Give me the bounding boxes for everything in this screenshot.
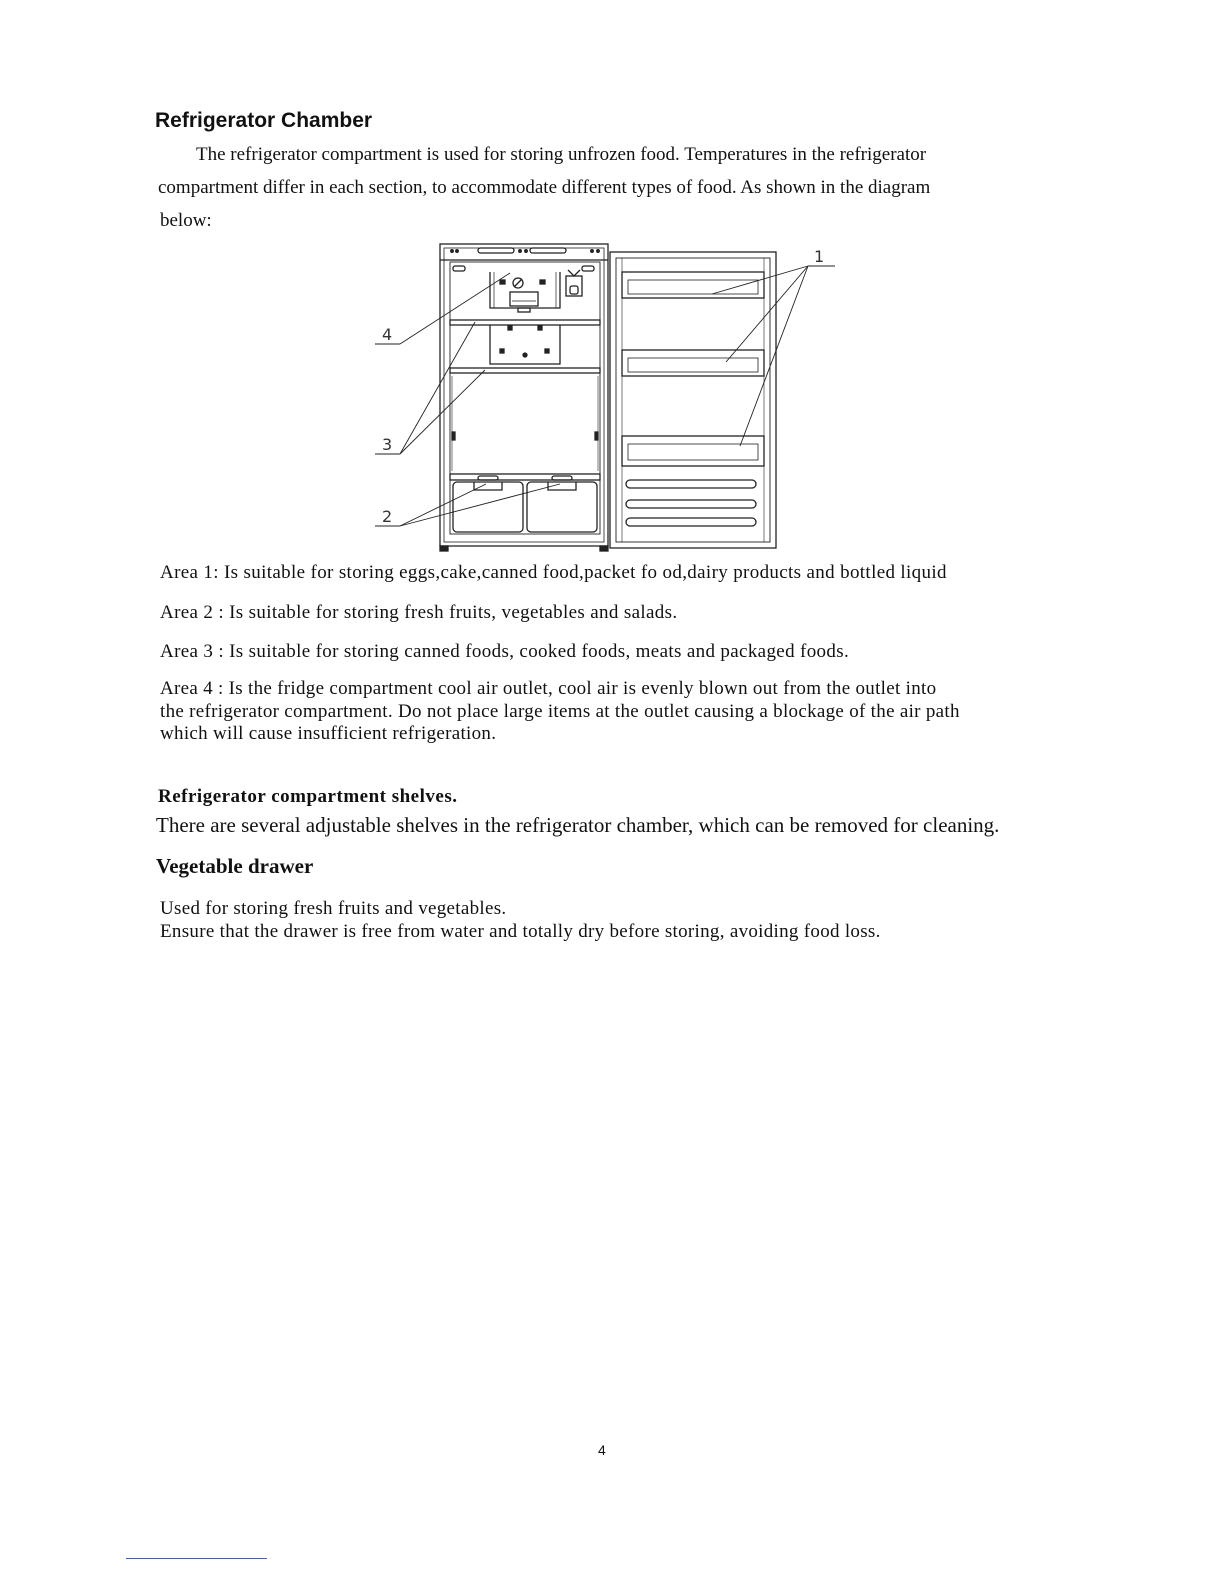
area-4-line-1: Area 4 : Is the fridge compartment cool air outlet, cool air is evenly blown out from the outlet into [160,678,937,699]
refrigerator-diagram [360,236,850,556]
callout-1: 1 [814,247,825,266]
section-title: Refrigerator Chamber [155,109,373,132]
intro-line-2: compartment differ in each section, to accommodate different types of food. As shown in the diagram [158,177,931,198]
shelves-text: There are several adjustable shelves in the refrigerator chamber, which can be removed for cleaning. [156,813,1000,837]
intro-line-3: below: [160,210,212,231]
callout-2: 2 [382,507,393,526]
area-4-line-3: which will cause insufficient refrigeration. [160,723,497,744]
callout-4: 4 [382,325,393,344]
page-number: 4 [598,1442,606,1458]
intro-paragraph [158,138,1078,237]
area-2-description: Area 2 : Is suitable for storing fresh fruits, vegetables and salads. [160,602,678,623]
drawer-heading: Vegetable drawer [156,854,314,878]
area-3-description: Area 3 : Is suitable for storing canned foods, cooked foods, meats and packaged foods. [160,641,850,662]
area-4-line-2: the refrigerator compartment. Do not place large items at the outlet causing a blockage of the air path [160,700,960,722]
area-4-description [160,678,1080,746]
drawer-line-1: Used for storing fresh fruits and vegetables. [160,898,507,919]
shelves-heading: Refrigerator compartment shelves. [158,786,458,807]
callout-3: 3 [382,435,393,454]
drawer-text [160,898,1080,943]
intro-line-1: The refrigerator compartment is used for storing unfrozen food. Temperatures in the refrigerator [196,144,927,165]
drawer-line-2: Ensure that the drawer is free from water and totally dry before storing, avoiding food loss. [160,920,881,942]
footer-rule [126,1558,267,1559]
area-1-description: Area 1: Is suitable for storing eggs,cake,canned food,packet fo od,dairy products and bottled liquid [160,562,947,583]
